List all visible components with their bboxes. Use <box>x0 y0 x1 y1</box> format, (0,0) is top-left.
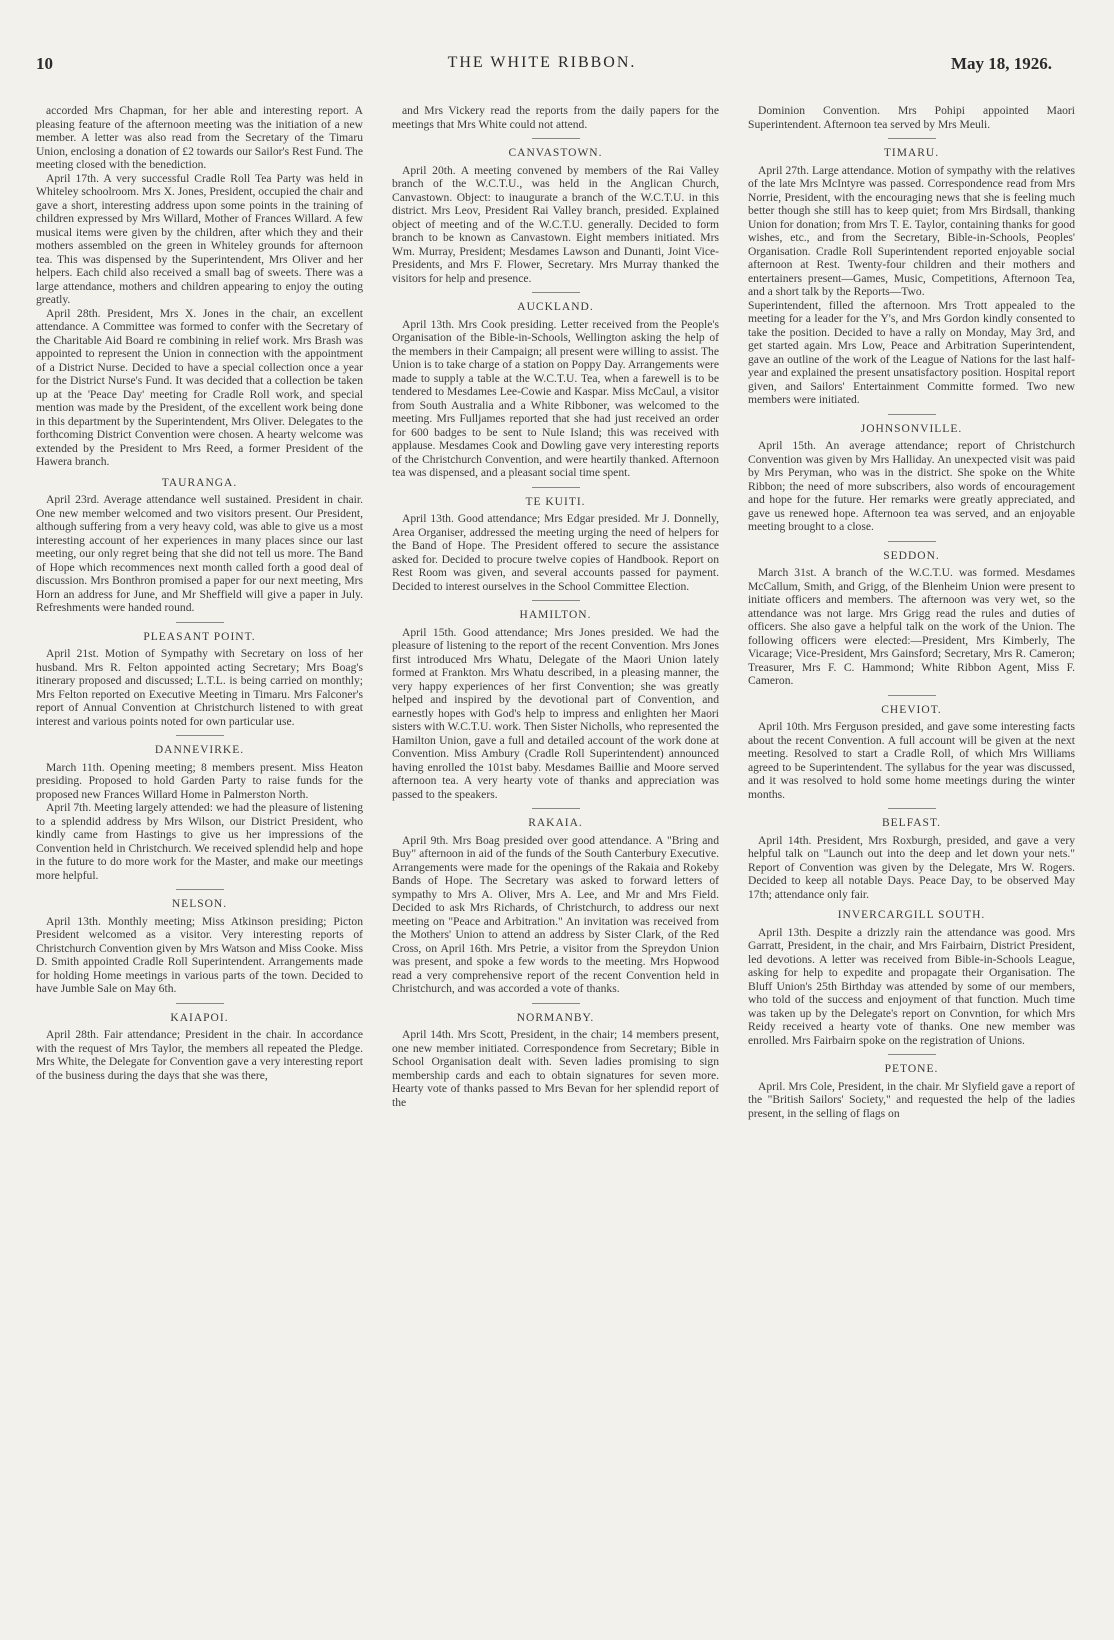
section-heading-cheviot: CHEVIOT. <box>881 703 942 716</box>
column-1 <box>36 104 363 1632</box>
section-heading-belfast: BELFAST. <box>881 817 941 829</box>
section-heading-pleasant-point: PLEASANT POINT. <box>143 630 256 643</box>
section-heading-kaiapoi: KAIAPOI. <box>170 1011 229 1024</box>
paragraph: April 7th. Meeting largely attended: we had the pleasure of listening to a splendid address by Mrs Wilson, our District President, who kindly came from Hastings to give us her impressions of the Convention held in Christchurch. We received splendid help and hope in the future to do more work for the Master, and make our meetings more helpful. <box>36 801 363 882</box>
section-heading-petone: PETONE. <box>884 1063 939 1075</box>
section-divider <box>532 600 580 601</box>
paragraph: Dominion Convention. Mrs Pohipi appointed Maori Superintendent. Afternoon tea served by Mrs Meuli. <box>748 104 1075 131</box>
paragraph: April 15th. Good attendance; Mrs Jones presided. We had the pleasure of listening to the report of the recent Convention. Mrs Jones first introduced Mrs Whatu, Delegate of the Maori Union lately formed at Frankton. Mrs Whatu described, in a pleasing manner, the very happy experiences of her first Convention; she was greatly helped and inspired by the devotional part of Convention, and earnestly hopes with God's help to impress and enlighten her Maori sisters with W.C.T.U. work. Then Sister Nicholls, who represented the Hamilton Union, gave a full and detailed account of the work done at Convention. Miss Ambury (Cradle Roll Superintendent) announced having enrolled the 101st baby. Mesdames Baillie and Moore served afternoon tea. A very hearty vote of thanks and appreciation was passed to the speakers. <box>392 625 719 801</box>
paragraph: April 20th. A meeting convened by members of the Rai Valley branch of the W.C.T.U., was held in the Anglican Church, Canvastown. Object: to inaugurate a branch of the W.C.T.U. in this district. Mrs Leov, President Rai Valley branch, presided. Explained object of meeting and of the W.C.T.U. generally. Decided to form branch to be known as Canvastown. Eight members initiated. Mrs Wm. Murray, President; Mesdames Lawson and Dunanti, Joint Vice-Presidents, and Mrs F. Flower, Secretary. Mrs Murray thanked the visitors for help and presence. <box>392 163 719 285</box>
section-divider <box>888 808 936 809</box>
section-heading-te-kuiti: TE KUITI. <box>525 495 586 508</box>
paragraph: April 10th. Mrs Ferguson presided, and gave some interesting facts about the recent Convention. A full account will be given at the next meeting. Resolved to start a Cradle Roll, of which Mrs Williams agreed to be Superintendent. The syllabus for the year was discussed, and it was resolved to hold some home meetings during the winter months. <box>748 720 1075 801</box>
section-divider <box>888 695 936 696</box>
section-heading-seddon: SEDDON. <box>883 549 940 562</box>
section-heading-tauranga: TAURANGA. <box>161 476 238 489</box>
section-divider <box>888 138 936 139</box>
paragraph: April 13th. Despite a drizzly rain the attendance was good. Mrs Garratt, President, in the chair, and Mrs Fairbairn, District President, led devotions. A letter was received from Bible-in-Schools League, asking for help to expedite and propagate their Organisation. The Bluff Union's 25th Birthday was attended by some of our members, who told of the success and enjoyment of that function. Much time was taken up by the Delegate's report on Convntion, for which Mrs Reidy received a hearty vote of thanks. One new member was enrolled. Mrs Fairbairn spoke on the registration of Unions. <box>748 925 1075 1047</box>
section-heading-nelson: NELSON. <box>171 898 228 910</box>
paragraph: April. Mrs Cole, President, in the chair. Mr Slyfield gave a report of the "British Sailors' Society," and requested the help of the ladies present, in the selling of flags on <box>748 1079 1075 1120</box>
paragraph: March 31st. A branch of the W.C.T.U. was formed. Mesdames McCallum, Smith, and Grigg, of the Blenheim Union were present to initiate officers and members. The afternoon was very wet, so the attendance was not large. Mrs Grigg read the rules and duties of officers. She also gave a helpful talk on the work of the Union. The following officers were elected:—President, Mrs Kimberly, The Vicarage; Vice-President, Mrs Gainsford; Secretary, Mrs R. Cameron; Treasurer, Mrs F. C. Hammond; White Ribbon Agent, Miss F. Cameron. <box>748 566 1075 687</box>
section-divider <box>176 889 224 890</box>
page-number: 10 <box>36 54 53 73</box>
paragraph: April 9th. Mrs Boag presided over good attendance. A "Bring and Buy" afternoon in aid of the funds of the South Canterbury Executive. Arrangements were made for the openings of the Rakaia and Rokeby Bands of Hope. The Secretary was asked to forward letters of sympathy to Mrs A. Oliver, Mrs A. Lee, and Mr and Mrs Field. Decided to ask Mrs Richards, of Christchurch, to address our next meeting on "Peace and Arbitration." An invitation was received from the Mothers' Union to attend an address by Sister Clark, of the Red Cross, on April 16th. Mrs Petrie, a visitor from the Spreydon Union was present, and spoke a few words to the meeting. Mrs Hopwood read a very comprehensive report of the recent Convention held in Christchurch, and was accorded a vote of thanks. <box>392 833 719 995</box>
section-heading-canvastown: CANVASTOWN. <box>508 147 603 159</box>
section-divider <box>888 1054 936 1055</box>
section-divider <box>888 414 936 415</box>
column-3 <box>748 104 1075 1632</box>
paragraph: April 14th. Mrs Scott, President, in the chair; 14 members present, one new member initiated. Correspondence from Secretary; Bible in School Organisation dealt with. Seven ladies promising to sign membership cards and each to obtain signatures for seven more. Hearty vote of thanks passed to Mrs Bevan for her splendid report of the <box>392 1028 719 1109</box>
section-heading-dannevirke: DANNEVIRKE. <box>154 744 245 756</box>
section-divider <box>532 487 580 488</box>
paragraph: April 13th. Mrs Cook presiding. Letter received from the People's Organisation of the Bible-in-Schools, Wellington asking the help of the members in their Campaign; all present were willing to assist. The Union is to take charge of a station on Poppy Day. Arrangements were made to supply a table at the W.C.T.U. Tea, when a farewell is to be tendered to Mesdames Lee-Cowie and Kaspar. Miss McCaul, a visitor from South Australia and a White Ribboner, was welcomed to the meeting. Mrs Fulljames reported that she had just received an order for 600 badges to be sent to Nule Island; this was received with applause. Mesdames Cook and Dowling gave very interesting reports of the Christchurch Convention, and were heartily thanked. Afternoon tea was dispensed, and a pleasant social time spent. <box>392 317 719 479</box>
paragraph: April 15th. An average attendance; report of Christchurch Convention was given by Mrs Halliday. An unexpected visit was paid by Mrs Peryman, who was in the district. She spoke on the White Ribbon; the need of more subscribers, also words of encouragement and hope for the future. Her remarks were greatly appreciated, and gave us renewed hope. Afternoon tea was served, and an enjoyable meeting brought to a close. <box>748 439 1075 533</box>
section-heading-hamilton: HAMILTON. <box>519 609 592 621</box>
paragraph: Superintendent, filled the afternoon. Mrs Trott appealed to the meeting for a leader for the Y's, and Mrs Gordon kindly consented to take the position. Decided to have a rally on Monday, May 3rd, and get started again. Mrs Low, Peace and Arbitration Superintendent, gave an outline of the work of the League of Nations for the last half-year and explained the present unsatisfactory position. Hospital report given, and Sailors' Entertainment Committe formed. Two new members were initiated. <box>748 298 1075 406</box>
paragraph: April 28th. President, Mrs X. Jones in the chair, an excellent attendance. A Committee was formed to confer with the Secretary of the Charitable Aid Board re combining in relief work. Mrs Brash was appointed to represent the Union in connection with the appointment of a District Nurse. Decided to have a special collection once a year for the District Nurse's Fund. It was decided that a collection be taken up at the 'Peace Day' meeting for Cradle Roll work, and special mention was made by the President, of the excellent work being done in this department by the Superintendent, Mrs Oliver. Delegates to the forthcoming District Convention were chosen. A hearty welcome was extended by the President to Mrs Reed, a former President of the Hawera branch. <box>36 306 363 468</box>
section-heading-normanby: NORMANBY. <box>516 1011 595 1024</box>
section-divider <box>176 622 224 623</box>
paragraph: April 13th. Good attendance; Mrs Edgar presided. Mr J. Donnelly, Area Organiser, addressed the meeting urging the need of helpers for the Band of Hope. The President offered to secure the assistance asked for. Decided to procure twelve copies of Handbook. Report on Rest Room was given, and several accounts passed for payment. Decided to interest ourselves in the School Committee Election. <box>392 512 719 593</box>
paragraph: April 21st. Motion of Sympathy with Secretary on loss of her husband. Mrs R. Felton appointed acting Secretary; Mrs Boag's itinerary proposed and discussed; L.T.L. is being carried on monthly; Mrs Felton reported on Executive Meeting in Timaru. Mrs Falconer's report of Annual Convention at Christchurch listened to with great interest and various points noted for own particular use. <box>36 647 363 728</box>
section-heading-johnsonville: JOHNSONVILLE. <box>860 422 963 435</box>
section-divider <box>532 808 580 809</box>
paragraph: March 11th. Opening meeting; 8 members present. Miss Heaton presiding. Proposed to hold Garden Party to raise funds for the proposed new Frances Willard Home in Palmerston North. <box>36 760 363 801</box>
section-heading-auckland: AUCKLAND. <box>517 301 594 313</box>
paragraph: April 23rd. Average attendance well sustained. President in chair. One new member welcomed and two visitors present. Our President, although suffering from a very heavy cold, was able to give us a most interesting account of her experiences in many places since our last meeting, our only regret being that she did not tell us more. The Band of Hope which recommences next month called forth a good deal of discussion. Mrs Bonthron promised a paper for our next meeting, Mrs Horn an address for June, and Mr Sheffield will give a paper in July. Refreshments were handed round. <box>36 493 363 614</box>
section-divider <box>532 138 580 139</box>
paragraph: April 14th. President, Mrs Roxburgh, presided, and gave a very helpful talk on "Launch out into the deep and let down your nets." Report of Convention was given by the Delegate, Mrs W. Rogers. Decided to keep all notable Days. Peace Day, to be observed May 17th; attendance only fair. <box>748 833 1075 901</box>
section-divider <box>176 1003 224 1004</box>
section-divider <box>888 541 936 542</box>
section-divider <box>532 292 580 293</box>
issue-date: May 18, 1926. <box>950 54 1052 73</box>
paragraph: accorded Mrs Chapman, for her able and interesting report. A pleasing feature of the afternoon meeting was the initiation of a new member. A letter was also read from the Secretary of the Timaru Union, enclosing a donation of £2 towards our Sailor's Rest Fund. The meeting closed with the benediction. <box>36 104 363 171</box>
paragraph: April 13th. Monthly meeting; Miss Atkinson presiding; Picton President welcomed as a visitor. Very interesting reports of Christchurch Convention given by Mrs Watson and Miss Cooke. Miss D. Smith appointed Cradle Roll Superintendent. Arrangements made for holding Home meetings in various parts of the town. Decided to have Jumble Sale on May 6th. <box>36 914 363 995</box>
page-header <box>32 54 1052 84</box>
section-divider <box>176 735 224 736</box>
paragraph: and Mrs Vickery read the reports from the daily papers for the meetings that Mrs White could not attend. <box>392 104 719 131</box>
section-heading-invercargill-south: INVERCARGILL SOUTH. <box>837 909 986 921</box>
section-divider <box>532 1003 580 1004</box>
section-heading-timaru: TIMARU. <box>883 147 940 159</box>
section-heading-rakaia: RAKAIA. <box>528 817 583 829</box>
paragraph: April 27th. Large attendance. Motion of sympathy with the relatives of the late Mrs McIntyre was passed. Correspondence read from Mrs Norrie, President, with the encouraging news that she is feeling much better though she still has to keep quiet; from Mrs Birdsall, thanking Union for donation; from Mrs T. E. Taylor, containing thanks for good wishes, etc., and from the Secretary, Bible-in-Schools, Peoples' Organisation. Cradle Roll Superintendent reported enjoyable social afternoon at Rest. Twenty-four children and their mothers and entertainers present—Games, Music, Competitions, Afternoon Tea, and a short talk by the Reports—Two. <box>748 163 1075 298</box>
paragraph: April 17th. A very successful Cradle Roll Tea Party was held in Whiteley schoolroom. Mrs X. Jones, President, occupied the chair and gave a short, interesting address upon some points in the training of children expressed by Mrs Willard, Mother of Frances Willard. A few musical items were given by the children, after which they and their mothers assembled on the green in Whiteley grounds for afternoon tea. This was dispensed by the Superintendent, Mrs Oliver and her helpers. Each child also received a small bag of sweets. There was a large attendance, mothers and children appearing to enjoy the outing greatly. <box>36 171 363 306</box>
paragraph: April 28th. Fair attendance; President in the chair. In accordance with the request of Mrs Taylor, the members all repeated the Pledge. Mrs White, the Delegate for Convention gave a very interesting report of the business during the days that she was there, <box>36 1028 363 1082</box>
publication-title: THE WHITE RIBBON. <box>447 54 637 71</box>
column-2 <box>392 104 719 1632</box>
